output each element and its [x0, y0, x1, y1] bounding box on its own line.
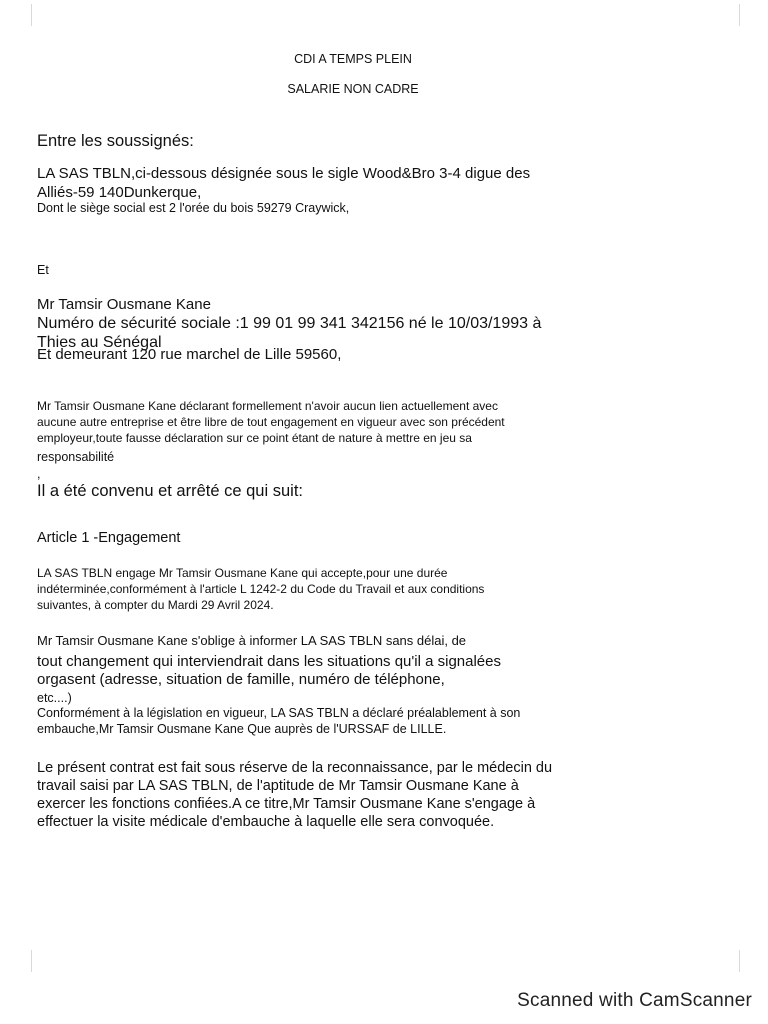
article-1-p4-line-4: effectuer la visite médicale d'embauche à laquelle elle sera convoquée. [37, 814, 495, 830]
parties-intro: Entre les soussignés: [37, 132, 194, 150]
article-1-p4-line-3: exercer les fonctions confiées.A ce titre,Mr Tamsir Ousmane Kane s'engage à [37, 796, 536, 812]
article-1-p1-line-3: suivantes, à compter du Mardi 29 Avril 2024. [37, 598, 274, 612]
article-1-heading: Article 1 -Engagement [37, 530, 181, 546]
employee-ssn-line-2: Thies au Sénégal [37, 334, 162, 351]
declaration-line-1: Mr Tamsir Ousmane Kane déclarant formellement n'avoir aucun lien actuellement avec [37, 399, 498, 413]
employee-name: Mr Tamsir Ousmane Kane [37, 296, 211, 313]
employer-line-2: Alliés-59 140Dunkerque, [37, 184, 202, 201]
article-1-p4-line-2: travail saisi par LA SAS TBLN, de l'aptitude de Mr Tamsir Ousmane Kane à [37, 778, 519, 794]
article-1-p2-line-2: tout changement qui interviendrait dans les situations qu'il a signalées [37, 653, 501, 670]
declaration-line-4: responsabilité [37, 450, 115, 464]
scan-edge-top-left [31, 4, 32, 26]
article-1-p2-line-1: Mr Tamsir Ousmane Kane s'oblige à informer LA SAS TBLN sans délai, de [37, 633, 467, 648]
article-1-p2-line-4: etc....) [37, 691, 72, 705]
article-1-p1-line-1: LA SAS TBLN engage Mr Tamsir Ousmane Kane qui accepte,pour une durée [37, 566, 448, 580]
employer-line-1: LA SAS TBLN,ci-dessous désignée sous le sigle Wood&Bro 3-4 digue des [37, 165, 531, 182]
declaration-line-3: employeur,toute fausse déclaration sur ce point étant de nature à mettre en jeu sa [37, 431, 472, 445]
article-1-p4-line-1: Le présent contrat est fait sous réserve de la reconnaissance, par le médecin du [37, 760, 553, 776]
article-1-p3-line-2: embauche,Mr Tamsir Ousmane Kane Que auprès de l'URSSAF de LILLE. [37, 722, 447, 736]
scan-edge-top-right [739, 4, 740, 26]
article-1-p2-line-3: orgasent (adresse, situation de famille, numéro de téléphone, [37, 671, 445, 688]
document-subtitle: SALARIE NON CADRE [287, 82, 419, 96]
employee-ssn-line-1: Numéro de sécurité sociale :1 99 01 99 341 342156 né le 10/03/1993 à [37, 315, 542, 332]
scan-edge-bottom-right [739, 950, 740, 972]
parties-and: Et [37, 263, 49, 277]
agreement-heading: Il a été convenu et arrêté ce qui suit: [37, 482, 303, 500]
scan-edge-bottom-left [31, 950, 32, 972]
employee-address: Et demeurant 120 rue marchel de Lille 59560, [37, 346, 342, 363]
document-title: CDI A TEMPS PLEIN [294, 52, 412, 66]
declaration-line-5: , [37, 467, 41, 481]
employer-line-3: Dont le siège social est 2 l'orée du bois 59279 Craywick, [37, 201, 350, 215]
article-1-p1-line-2: indéterminée,conformément à l'article L 1242-2 du Code du Travail et aux conditions [37, 582, 485, 596]
declaration-line-2: aucune autre entreprise et être libre de tout engagement en vigueur avec son précédent [37, 415, 505, 429]
camscanner-watermark: Scanned with CamScanner [517, 990, 752, 1011]
article-1-p3-line-1: Conformément à la législation en vigueur, LA SAS TBLN a déclaré préalablement à son [37, 706, 521, 720]
